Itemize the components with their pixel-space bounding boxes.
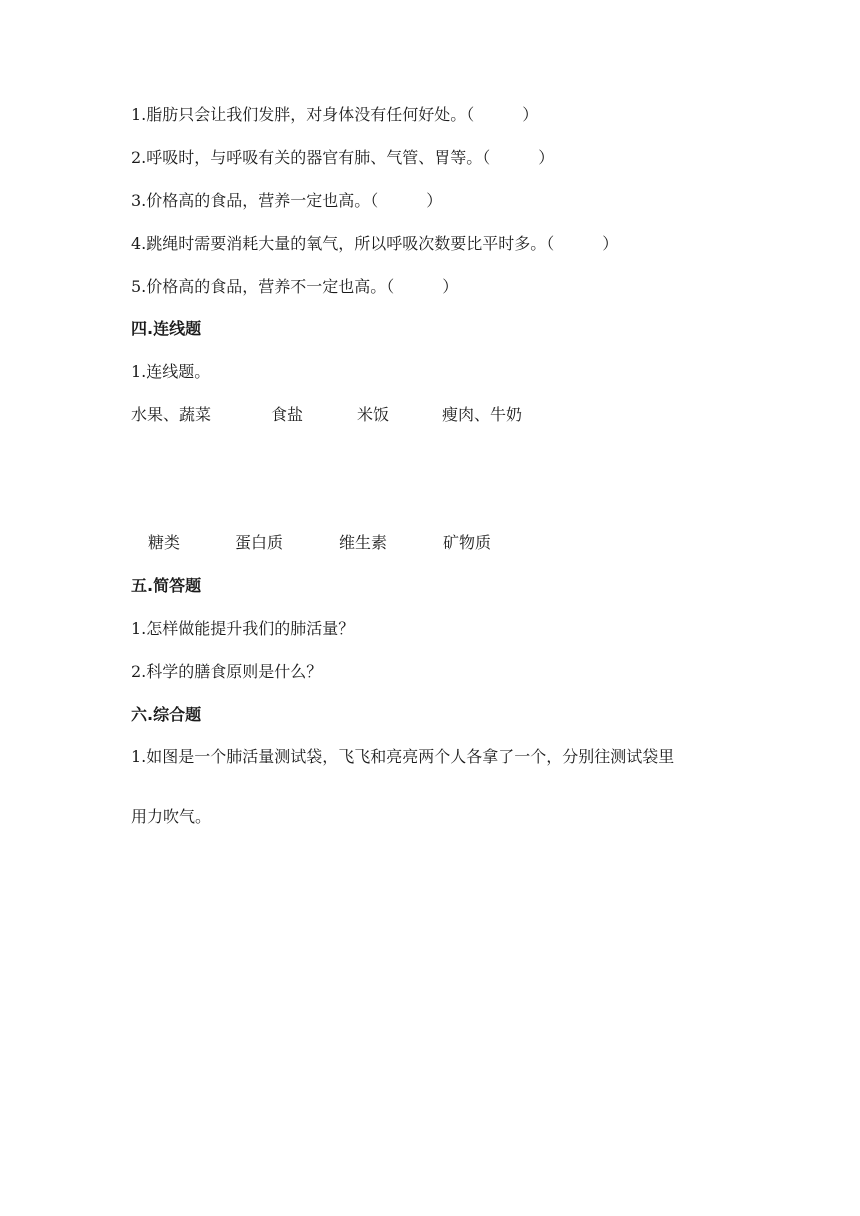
judgment-item-5: 5.价格高的食品，营养不一定也高。（ ）: [131, 277, 459, 296]
matching-bottom-item-2: 蛋白质: [235, 533, 284, 552]
judgment-item-2: 2.呼吸时，与呼吸有关的器官有肺、气管、胃等。（ ）: [131, 148, 555, 167]
comprehensive-item-line-1: 1.如图是一个肺活量测试袋，飞飞和亮亮两个人各拿了一个，分别往测试袋里: [131, 747, 675, 766]
section-heading-comprehensive: 六.综合题: [131, 705, 202, 724]
matching-top-item-1: 水果、蔬菜: [131, 405, 212, 424]
judgment-item-3: 3.价格高的食品，营养一定也高。（ ）: [131, 191, 443, 210]
matching-bottom-item-3: 维生素: [339, 533, 388, 552]
short-answer-item-1: 1.怎样做能提升我们的肺活量？: [131, 619, 355, 638]
matching-top-item-4: 瘦肉、牛奶: [442, 405, 523, 424]
comprehensive-item-line-2: 用力吹气。: [131, 807, 212, 826]
judgment-item-1: 1.脂肪只会让我们发胖，对身体没有任何好处。（ ）: [131, 105, 539, 124]
matching-top-item-2: 食盐: [271, 405, 304, 424]
matching-bottom-item-4: 矿物质: [443, 533, 492, 552]
section-heading-matching: 四.连线题: [131, 319, 202, 338]
matching-question: 1.连线题。: [131, 362, 211, 381]
judgment-item-4: 4.跳绳时需要消耗大量的氧气，所以呼吸次数要比平时多。（ ）: [131, 234, 619, 253]
matching-bottom-item-1: 糖类: [148, 533, 181, 552]
short-answer-item-2: 2.科学的膳食原则是什么？: [131, 662, 323, 681]
section-heading-short-answer: 五.简答题: [131, 576, 202, 595]
matching-top-item-3: 米饭: [357, 405, 390, 424]
